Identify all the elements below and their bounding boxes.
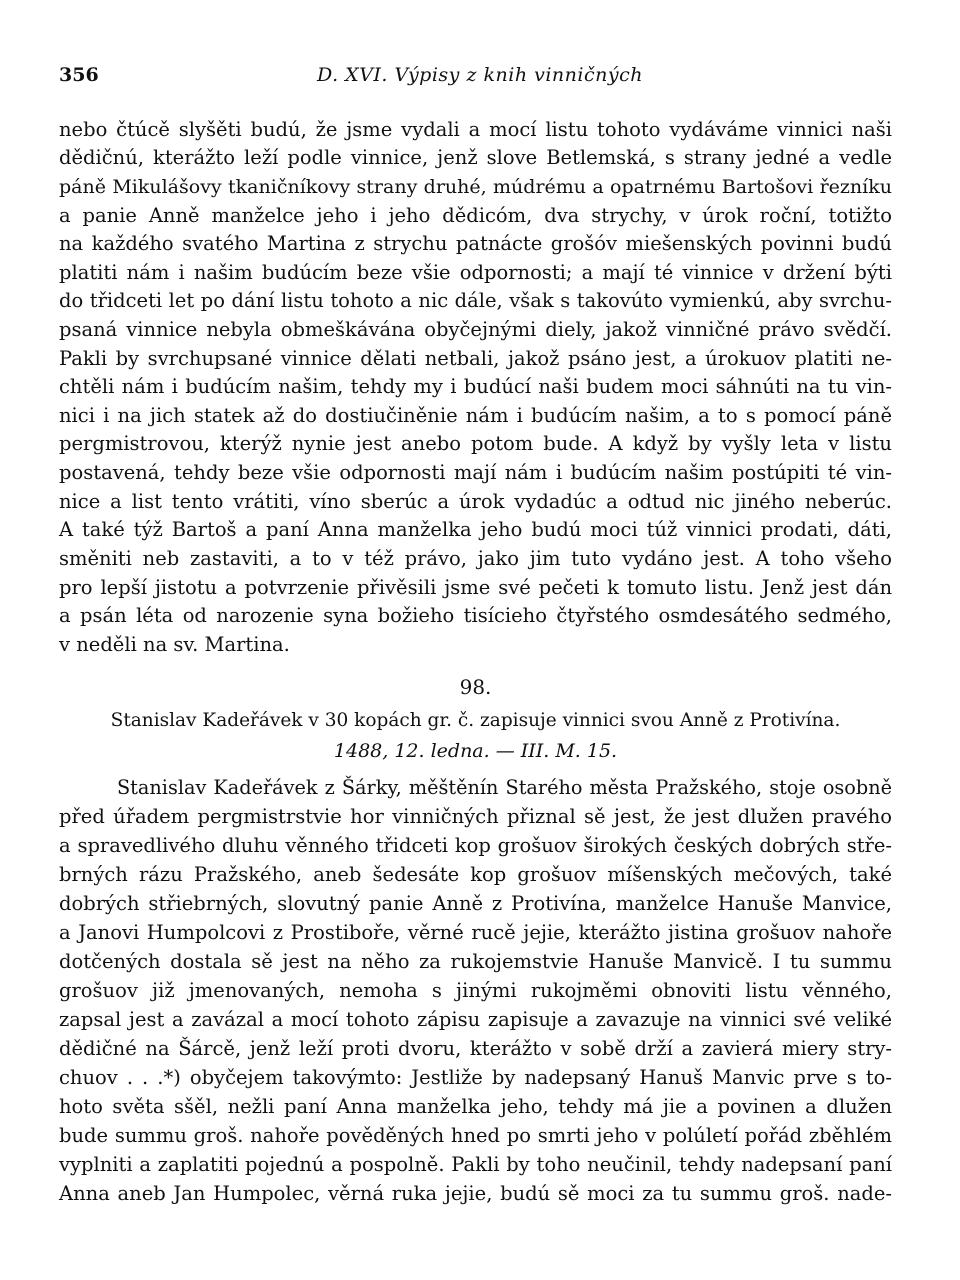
document-heading: Stanislav Kadeřávek v 30 kopách gr. č. zapisuje vinnici svou Anně z Protivína. [110, 710, 841, 731]
text-line: směniti neb zastaviti, a to v též právo, jako jim tuto vydáno jest. A toho všeho [59, 547, 892, 570]
text-line: dědičné na Šárcě, jenž leží proti dvoru, kterážto v sobě drží a zavierá miery stry- [59, 1037, 892, 1060]
text-line: a Janovi Humpolcovi z Prostiboře, věrné rucě jejie, kterážto jistina grošuov nahoře [59, 921, 892, 944]
text-line: pro lepší jistotu a potvrzenie přivěsili jsme své pečeti k tomuto listu. Jenž jest dán [59, 576, 892, 599]
document-number: 98. [459, 675, 492, 699]
document-date: 1488, 12. ledna. — III. M. 15. [333, 740, 618, 762]
text-line: dotčených dostala sě jest na něho za rukojemstvie Hanuše Manvicě. I tu summu [59, 950, 892, 973]
text-line: Stanislav Kadeřávek z Šárky, měštěnín Starého města Pražského, stoje osobně [117, 776, 892, 799]
text-line: Anna aneb Jan Humpolec, věrná ruka jejie, budú sě moci za tu summu groš. nade- [59, 1182, 892, 1205]
text-line: platiti nám i našim budúcím beze všie odpornosti; a mají té vinnice v držení býti [59, 261, 892, 284]
text-line: A také týž Bartoš a paní Anna manželka jeho budú moci túž vinnici prodati, dáti, [59, 518, 892, 541]
text-line: brných rázu Pražského, aneb šedesáte kop grošuov míšenských mečových, také [59, 863, 892, 886]
text-line: bude summu groš. nahoře pověděných hned po smrti jeho v polúletí pořád zběhlém [59, 1124, 892, 1147]
text-line: chuov . . .*) obyčejem takovýmto: Jestliže by nadepsaný Hanuš Manvic prve s to- [59, 1066, 892, 1089]
text-line: pergmistrovou, kterýž nynie jest anebo potom bude. A když by vyšly leta v listu [59, 432, 892, 455]
text-line: do třidceti let po dání listu tohoto a nic dále, však s takovúto vymienkú, aby svrchu- [59, 289, 892, 312]
text-line: a spravedlivého dluhu věnného třidceti kop grošuov širokých českých dobrých stře- [59, 834, 892, 857]
text-line: páně Mikulášovy tkaničníkovy strany druhé, múdrému a opatrnému Bartošovi řezníku [59, 176, 892, 198]
text-line: a psán léta od narozenie syna božieho tisícieho čtyřstého osmdesátého sedmého, [59, 604, 892, 627]
text-line: nice a list tento vrátiti, víno sberúc a úrok vydadúc a odtud nic jiného neberúc. [59, 490, 892, 513]
text-line: dědičnú, kterážto leží podle vinnice, jenž slove Betlemská, s strany jedné a vedle [59, 146, 892, 169]
text-line: v neděli na sv. Martina. [59, 633, 290, 656]
text-line: chtěli nám i budúcím našim, tehdy my i budúcí naši budem moci sáhnúti na tu vin- [59, 375, 892, 398]
text-line: a panie Anně manželce jeho i jeho dědicóm, dva strychy, v úrok roční, totižto [59, 204, 892, 227]
page-header [59, 64, 901, 94]
text-line: hoto světa sšěl, nežli paní Anna manželka jeho, tehdy má jie a povinen a dlužen [59, 1095, 892, 1118]
text-line: zapsal jest a zavázal a mocí tohoto zápisu zapisuje a zavazuje na vinnici své veliké [59, 1008, 892, 1031]
text-line: na každého svatého Martina z strychu patnácte grošóv miešenských povinni budú [59, 232, 892, 255]
text-line: nici i na jich statek až do dostiučiněnie nám i budúcím našim, a to s pomocí páně [59, 404, 892, 427]
page-number: 356 [59, 64, 99, 86]
text-line: vyplniti a zaplatiti pojednú a pospolně. Pakli by toho neučinil, tehdy nadepsaní paní [59, 1153, 892, 1176]
text-line: před úřadem pergmistrstvie hor vinničných přiznal sě jest, že jest dlužen pravého [59, 805, 892, 828]
text-line: psaná vinnice nebyla obmeškávána obyčejnými diely, jakož vinničné právo svědčí. [59, 318, 892, 341]
text-line: Pakli by svrchupsané vinnice dělati netbali, jakož psáno jest, a úrokuov platiti ne- [59, 347, 892, 370]
text-line: postavená, tehdy beze všie odpornosti mají nám i budúcím našim postúpiti té vin- [59, 461, 892, 484]
running-title: D. XVI. Výpisy z knih vinničných [317, 64, 643, 86]
text-line: grošuov již jmenovaných, nemoha s jinými rukojměmi obnoviti listu věnného, [59, 979, 892, 1002]
text-line: nebo čtúcě slyšěti budú, že jsme vydali a mocí listu tohoto vydáváme vinnici naši [59, 118, 892, 141]
text-line: dobrých střiebrných, slovutný panie Anně z Protivína, manželce Hanuše Manvice, [59, 892, 892, 915]
